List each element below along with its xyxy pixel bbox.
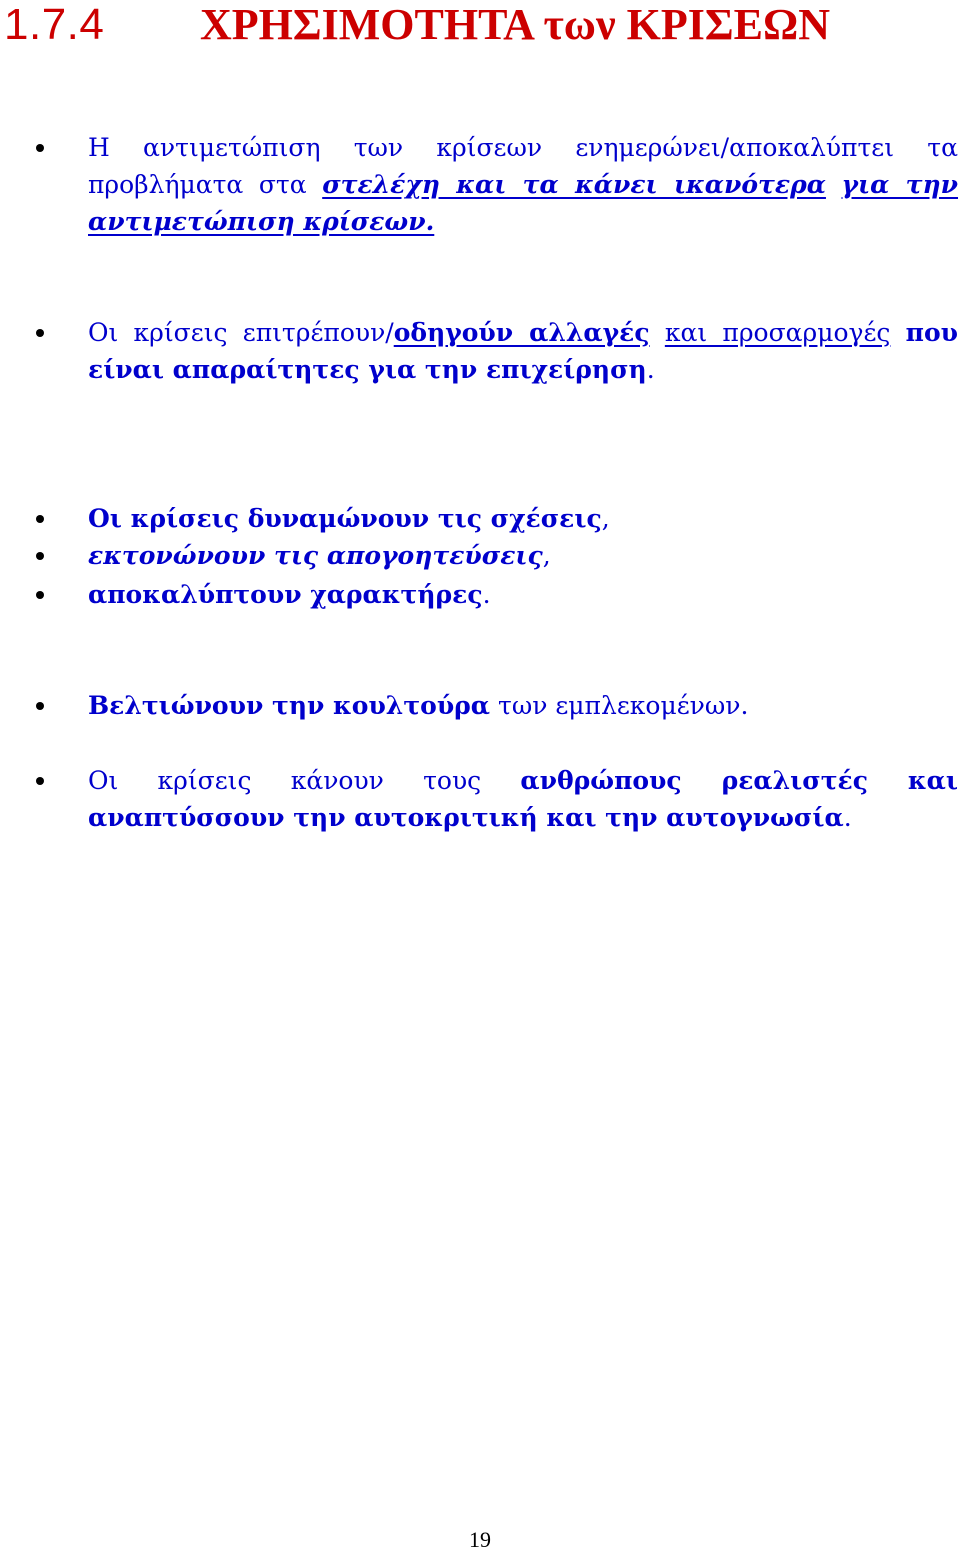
spacer-text (650, 318, 665, 347)
bullet-icon (36, 702, 44, 710)
bullet-icon (36, 777, 44, 785)
item-text: των εμπλεκομένων. (490, 691, 749, 720)
emphasis-text: για την αντιμετώπιση κρίσεων. (88, 170, 959, 236)
item-text: , (542, 541, 551, 570)
bullet-icon (36, 591, 44, 599)
list-item (88, 576, 958, 613)
list-item (88, 129, 958, 240)
list-item (88, 687, 958, 724)
section-title: ΧΡΗΣΙΜΟΤΗΤΑ των ΚΡΙΣΕΩΝ (200, 0, 830, 49)
spacer-text (826, 170, 842, 199)
item-text: Η αντιμετώπιση των κρίσεων ενημερώνει/αποκαλύπτει τα προβλήματα στα (88, 133, 958, 199)
emphasis-text: Βελτιώνουν την κουλτούρα (88, 691, 491, 720)
list-item (88, 314, 958, 388)
bullet-icon (36, 515, 44, 523)
item-text: , (601, 504, 610, 533)
item-text: . (843, 803, 852, 832)
item-text: . (646, 355, 655, 384)
list-item (88, 762, 958, 836)
emphasis-text: οδηγούν αλλαγές (393, 318, 650, 347)
item-text: Οι κρίσεις κάνουν τους (88, 766, 521, 795)
list-item (88, 537, 958, 574)
list-item (88, 500, 958, 537)
section-heading (4, 0, 956, 50)
emphasis-text: στελέχη και τα κάνει ικανότερα (322, 170, 826, 199)
item-text: . (482, 580, 491, 609)
item-text: Οι κρίσεις επιτρέπουν/ (88, 318, 394, 347)
bullet-icon (36, 552, 44, 560)
section-number: 1.7.4 (4, 0, 105, 49)
emphasis-text: που είναι απαραίτητες για την επιχείρηση (88, 318, 958, 384)
bullet-icon (36, 144, 44, 152)
emphasis-text: Οι κρίσεις δυναμώνουν τις σχέσεις (88, 504, 602, 533)
underlined-text: και προσαρμογές (664, 318, 891, 347)
emphasis-text: εκτονώνουν τις απογοητεύσεις (88, 541, 543, 570)
spacer-text (890, 318, 905, 347)
page-number: 19 (469, 1527, 491, 1552)
emphasis-text: αποκαλύπτουν χαρακτήρες (88, 580, 483, 609)
bullet-icon (36, 329, 44, 337)
emphasis-text: ανθρώπους ρεαλιστές και αναπτύσσουν την αυτοκριτική και την αυτογνωσία (88, 766, 959, 832)
